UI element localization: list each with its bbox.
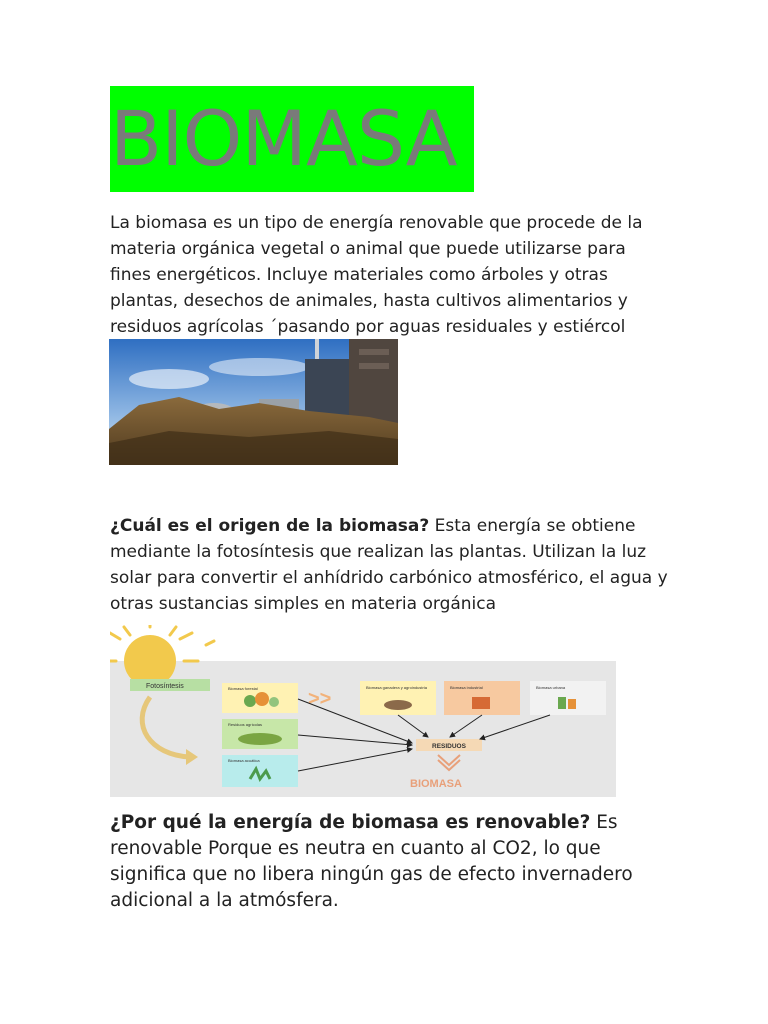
diagram-industrial-label: Biomasa industrial bbox=[450, 685, 483, 690]
diagram-biomasa-label: BIOMASA bbox=[410, 778, 462, 790]
diagram-urbana-label: Biomasa urbana bbox=[536, 685, 566, 690]
renewable-question: ¿Por qué la energía de biomasa es renovable? bbox=[110, 812, 591, 833]
diagram-fotosintesis-label: Fotosíntesis bbox=[146, 683, 184, 690]
diagram-agricola-label: Residuos agrícolas bbox=[228, 722, 263, 727]
diagram-residuos-label: RESIDUOS bbox=[432, 743, 466, 750]
origin-paragraph bbox=[110, 513, 670, 617]
page-title: BIOMASA bbox=[110, 94, 457, 183]
diagram-forestal-label: Biomasa forestal bbox=[228, 686, 258, 691]
diagram-ganadera-label: Biomasa ganadera y agroindustria bbox=[366, 685, 427, 690]
intro-paragraph: La biomasa es un tipo de energía renovable que procede de la materia orgánica vegetal o animal que puede utilizarse para fines energéticos. Incluye materiales como árboles y otras plantas, desechos de animales, hasta cultivos alimentarios y residuos agrícolas ´pasando por aguas residuales y estiércol bbox=[110, 213, 643, 337]
title-banner bbox=[110, 86, 474, 192]
origin-answer: Esta energía se obtiene mediante la fotosíntesis que realizan las plantas. Utilizan la luz solar para convertir el anhídrido carbónico atmosférico, el agua y otras sustancias simples en materia orgánica bbox=[110, 516, 668, 614]
renewable-answer: Es renovable Porque es neutra en cuanto al CO2, lo que significa que no libera ningún gas de efecto invernadero adicional a la atmósfera. bbox=[110, 812, 633, 911]
biomass-plant-photo bbox=[109, 339, 398, 465]
svg-text:>>: >> bbox=[308, 688, 332, 710]
renewable-paragraph bbox=[110, 810, 650, 914]
origin-question: ¿Cuál es el origen de la biomasa? bbox=[110, 516, 430, 536]
biomass-diagram bbox=[110, 625, 616, 797]
diagram-acuatica-label: Biomasa acuática bbox=[228, 758, 260, 763]
